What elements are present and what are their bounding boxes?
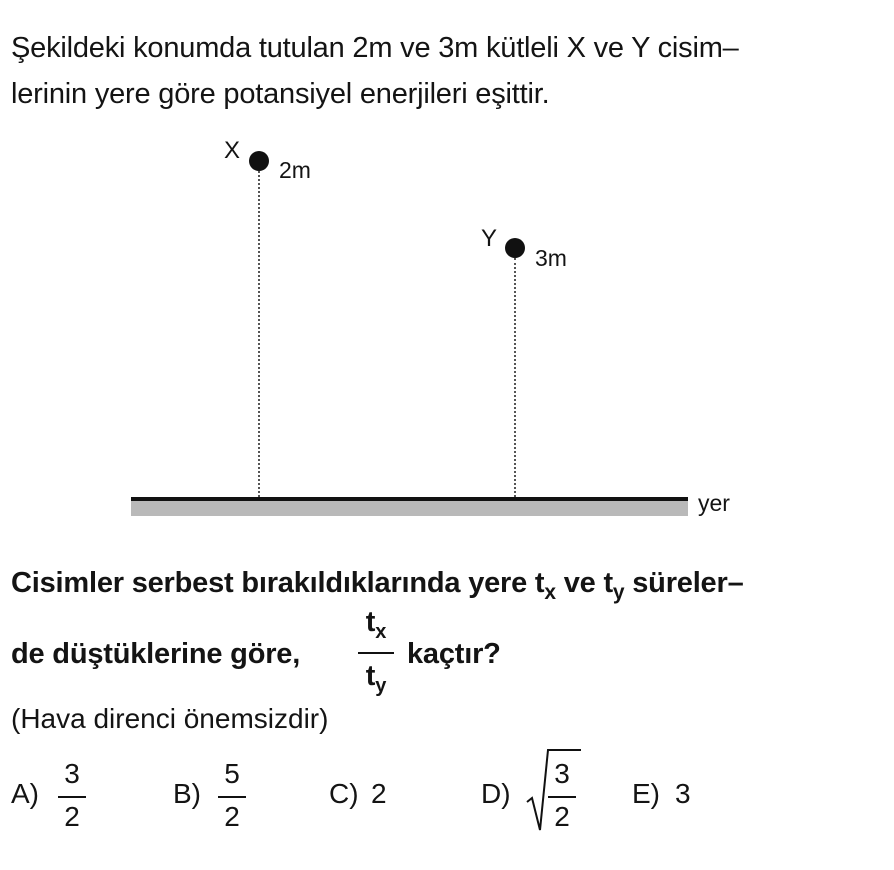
- option-a-fraction: 3 2: [58, 758, 86, 838]
- object-x-ball: [249, 151, 269, 171]
- subscript-y: y: [612, 580, 625, 604]
- object-y-label: Y: [481, 225, 498, 252]
- figure: [0, 130, 894, 530]
- option-b-letter: B): [173, 778, 201, 809]
- intro-line-1: Şekildeki konumda tutulan 2m ve 3m kütleli X ve Y cisim–: [11, 32, 739, 64]
- fraction-bar: [358, 652, 394, 654]
- note-air-resistance: (Hava direnci önemsizdir): [11, 703, 329, 734]
- option-d-fraction: 3 2: [548, 758, 576, 838]
- option-d-letter: D): [481, 778, 511, 809]
- object-y-mass: 3m: [535, 245, 567, 271]
- question-fraction: [358, 606, 394, 698]
- fraction-denominator: $t_y$: [365, 660, 387, 697]
- fraction-numerator: $t_x$: [365, 606, 387, 643]
- intro-line-2: lerinin yere göre potansiyel enerjileri eşittir.: [11, 78, 550, 110]
- intro-text: [11, 25, 739, 117]
- question-line-2-end: kaçtır?: [407, 638, 501, 670]
- object-y-drop-line: [514, 258, 516, 497]
- option-a-letter: A): [11, 778, 39, 809]
- object-x-label: X: [224, 137, 241, 164]
- option-c-value: 2: [371, 778, 387, 809]
- option-b-fraction: 5 2: [218, 758, 246, 838]
- option-e-value: 3: [675, 778, 691, 809]
- subscript-x: x: [544, 580, 556, 604]
- object-x-mass: 2m: [279, 157, 311, 183]
- option-c-letter: C): [329, 778, 359, 809]
- object-y-ball: [505, 238, 525, 258]
- option-e-letter: E): [632, 778, 660, 809]
- question-line-1: Cisimler serbest bırakıldıklarında yere $t_x$ ve $t_y$ süreler–: [11, 567, 744, 604]
- ground-label: yer: [698, 490, 730, 516]
- object-x-drop-line: [258, 171, 260, 497]
- question-line-2: de düştüklerine göre,: [11, 638, 301, 670]
- ground-surface: [131, 501, 688, 516]
